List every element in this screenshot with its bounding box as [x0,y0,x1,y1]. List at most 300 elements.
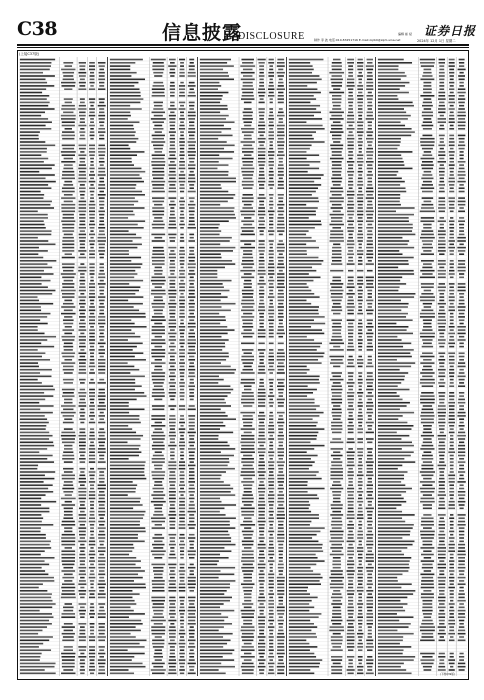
cell-text-mark [329,577,344,579]
cell-text-mark [268,267,275,269]
cell-text-mark [80,659,85,661]
cell-text-mark [378,197,400,199]
cell-text-mark [152,250,164,252]
cell-text-mark [200,161,219,163]
cell-text-mark [80,597,84,599]
cell-text-mark [277,247,285,249]
cell-text-mark [269,405,273,407]
cell-text-mark [189,220,195,222]
cell-text-mark [189,574,194,576]
cell-text-mark [269,349,273,351]
cell-text-mark [357,158,362,160]
cell-text-mark [358,286,361,288]
cell-text-mark [189,253,194,255]
cell-text-mark [289,267,312,269]
cell-text-mark [289,184,321,186]
cell-text-mark [348,247,354,249]
cell-text-mark [180,131,184,133]
cell-text-mark [258,465,265,467]
cell-text-mark [180,220,183,222]
cell-text-mark [349,105,353,107]
cell-text-mark [440,356,445,358]
cell-text-mark [200,656,223,658]
cell-text-mark [333,607,341,609]
cell-text-mark [289,610,309,612]
cell-text-mark [61,197,75,199]
cell-text-mark [180,263,184,265]
cell-text-mark [180,425,183,427]
cell-text-mark [332,329,341,331]
cell-text-mark [357,514,363,516]
cell-text-mark [459,313,465,315]
cell-text-mark [449,273,455,275]
cell-text-mark [331,537,343,539]
cell-text-mark [151,620,166,622]
cell-text-mark [348,102,353,104]
cell-text-mark [179,75,184,77]
cell-text-mark [270,392,273,394]
cell-text-mark [79,508,86,510]
cell-text-mark [80,616,84,618]
cell-text-mark [289,352,325,354]
continuation-note: (上接C37版) [19,52,40,56]
cell-text-mark [421,412,434,414]
cell-text-mark [169,610,175,612]
cell-text-mark [277,154,285,156]
cell-text-mark [244,154,252,156]
cell-text-mark [189,184,194,186]
cell-text-mark [378,211,396,213]
cell-text-mark [110,653,145,655]
cell-text-mark [180,636,184,638]
cell-text-mark [348,174,353,176]
cell-text-mark [259,194,264,196]
cell-text-mark [242,616,254,618]
cell-text-mark [110,65,130,67]
cell-text-mark [348,583,353,585]
cell-text-mark [152,253,164,255]
cell-text-mark [348,98,354,100]
cell-text-mark [98,623,105,625]
cell-text-mark [179,201,185,203]
cell-text-mark [20,461,54,463]
cell-text-mark [200,623,232,625]
cell-text-mark [358,92,362,94]
cell-text-mark [289,105,320,107]
cell-text-mark [277,204,284,206]
cell-text-mark [78,181,86,183]
cell-text-mark [169,178,175,180]
cell-text-mark [358,425,362,427]
cell-text-mark [423,128,432,130]
cell-text-mark [268,531,274,533]
cell-text-mark [169,376,176,378]
cell-text-mark [367,201,372,203]
cell-text-mark [422,409,433,411]
cell-text-mark [179,511,184,513]
cell-text-mark [170,438,175,440]
cell-text-mark [79,442,86,444]
cell-text-mark [169,613,176,615]
cell-text-mark [90,428,94,430]
cell-text-mark [65,65,73,67]
cell-text-mark [458,385,465,387]
cell-text-mark [152,488,164,490]
cell-text-mark [269,178,273,180]
cell-text-mark [79,636,87,638]
cell-text-mark [62,283,74,285]
cell-text-mark [20,151,47,153]
cell-text-mark [367,597,373,599]
cell-text-mark [348,484,353,486]
cell-text-mark [289,547,322,549]
cell-text-mark [347,488,354,490]
cell-text-mark [439,59,445,61]
cell-text-mark [170,112,174,114]
cell-text-mark [89,257,95,259]
cell-text-mark [347,491,354,493]
cell-text-mark [64,382,73,384]
cell-text-mark [152,263,165,265]
cell-text-mark [277,577,285,579]
cell-text-mark [330,362,344,364]
cell-text-mark [367,649,372,651]
cell-text-mark [366,603,373,605]
cell-text-mark [151,418,165,420]
cell-text-mark [333,405,340,407]
cell-text-mark [80,560,85,562]
cell-text-mark [170,399,174,401]
cell-text-mark [200,409,221,411]
cell-text-mark [331,649,343,651]
cell-text-mark [200,524,230,526]
cell-text-mark [80,537,85,539]
cell-text-mark [189,395,194,397]
cell-text-mark [259,432,265,434]
cell-text-mark [422,369,433,371]
cell-text-mark [357,65,363,67]
cell-text-mark [333,277,341,279]
cell-text-mark [168,277,176,279]
cell-text-mark [378,399,403,401]
cell-text-mark [366,227,373,229]
cell-text-mark [110,247,138,249]
cell-text-mark [448,343,455,345]
cell-text-mark [367,224,372,226]
cell-text-mark [188,227,196,229]
cell-text-mark [332,550,341,552]
cell-text-mark [423,121,432,123]
cell-text-mark [358,415,363,417]
cell-text-mark [268,184,274,186]
cell-text-mark [366,412,373,414]
cell-text-mark [20,382,42,384]
cell-text-mark [61,498,76,500]
cell-text-mark [170,616,175,618]
cell-text-mark [277,277,285,279]
cell-text-mark [189,174,195,176]
cell-text-mark [180,267,183,269]
cell-text-mark [268,273,274,275]
cell-text-mark [357,501,363,503]
cell-text-mark [64,316,72,318]
cell-text-mark [347,313,353,315]
cell-text-mark [378,286,400,288]
cell-text-mark [269,504,273,506]
cell-text-mark [333,633,341,635]
cell-text-mark [258,125,265,127]
cell-text-mark [449,244,454,246]
cell-text-mark [244,597,252,599]
cell-text-mark [240,524,255,526]
cell-text-mark [378,72,405,74]
cell-text-mark [459,369,463,371]
cell-text-mark [80,102,85,104]
cell-text-mark [331,471,343,473]
cell-text-mark [450,217,453,219]
cell-text-mark [98,468,106,470]
cell-text-mark [90,118,94,120]
cell-text-mark [99,329,105,331]
cell-text-mark [90,511,95,513]
cell-text-mark [378,204,401,206]
cell-text-mark [244,273,252,275]
cell-text-mark [98,567,105,569]
cell-text-mark [153,82,163,84]
cell-text-mark [99,649,104,651]
cell-text-mark [423,224,431,226]
cell-text-mark [63,484,73,486]
cell-text-mark [152,537,164,539]
cell-text-mark [347,438,354,440]
cell-text-mark [63,491,73,493]
cell-text-mark [180,359,184,361]
cell-text-mark [170,458,174,460]
cell-text-mark [378,135,411,137]
cell-text-mark [110,62,135,64]
cell-text-mark [420,336,435,338]
cell-text-mark [347,626,353,628]
cell-text-mark [457,240,465,242]
cell-text-mark [450,267,454,269]
cell-text-mark [438,263,446,265]
cell-text-mark [241,560,254,562]
cell-text-mark [368,306,372,308]
cell-text-mark [289,494,317,496]
cell-text-mark [62,217,74,219]
cell-text-mark [110,323,135,325]
cell-text-mark [242,349,254,351]
cell-text-mark [269,643,273,645]
cell-text-mark [278,451,285,453]
cell-text-mark [241,356,254,358]
cell-text-mark [439,135,445,137]
cell-text-mark [100,263,104,265]
cell-text-mark [151,118,166,120]
cell-text-mark [20,422,49,424]
cell-text-mark [110,227,144,229]
cell-text-mark [110,168,142,170]
cell-text-mark [189,491,195,493]
cell-text-mark [90,673,94,675]
cell-text-mark [200,448,235,450]
cell-text-mark [289,85,307,87]
cell-text-mark [20,121,52,123]
cell-text-mark [277,613,284,615]
cell-text-mark [180,567,184,569]
cell-text-mark [90,105,93,107]
cell-text-mark [347,527,354,529]
cell-text-mark [180,257,185,259]
cell-text-mark [180,541,184,543]
cell-text-mark [358,217,363,219]
cell-text-mark [268,481,274,483]
cell-text-mark [449,141,455,143]
cell-text-mark [367,362,372,364]
cell-text-mark [188,154,195,156]
cell-text-mark [258,336,266,338]
cell-text-mark [278,82,283,84]
cell-text-mark [99,458,104,460]
cell-text-mark [258,333,266,335]
cell-text-mark [90,531,94,533]
cell-text-mark [332,250,342,252]
cell-text-mark [243,194,253,196]
cell-text-mark [99,428,104,430]
cell-text-mark [90,587,93,589]
cell-text-mark [90,504,94,506]
cell-text-mark [200,237,232,239]
cell-text-mark [367,244,373,246]
cell-text-mark [79,603,87,605]
cell-text-mark [179,178,186,180]
cell-text-mark [366,405,374,407]
cell-text-mark [421,178,433,180]
cell-text-mark [110,587,146,589]
cell-text-mark [278,263,284,265]
cell-text-mark [200,95,223,97]
cell-text-mark [367,154,373,156]
cell-text-mark [169,488,175,490]
cell-text-mark [110,250,129,252]
cell-text-mark [268,468,274,470]
cell-text-mark [80,504,85,506]
cell-text-mark [358,554,362,556]
cell-text-mark [20,603,56,605]
cell-text-mark [241,557,254,559]
cell-text-mark [89,448,95,450]
cell-text-mark [332,300,342,302]
cell-text-mark [152,587,164,589]
cell-text-mark [110,240,133,242]
cell-text-mark [110,224,138,226]
cell-text-mark [347,517,355,519]
cell-text-mark [170,85,175,87]
cell-text-mark [61,85,75,87]
cell-text-mark [259,461,265,463]
cell-text-mark [422,352,433,354]
cell-text-mark [277,125,285,127]
cell-text-mark [367,425,372,427]
cell-text-mark [358,135,363,137]
cell-text-mark [200,270,217,272]
cell-text-mark [180,392,185,394]
cell-text-mark [366,138,374,140]
cell-text-mark [62,148,74,150]
cell-text-mark [277,501,284,503]
cell-text-mark [110,537,138,539]
cell-text-mark [20,643,43,645]
cell-text-mark [421,158,435,160]
cell-text-mark [20,359,50,361]
cell-text-mark [80,319,85,321]
cell-text-mark [368,418,372,420]
cell-text-mark [200,211,234,213]
cell-text-mark [20,263,48,265]
section-title: 信息披露 [162,22,243,44]
cell-text-mark [170,455,175,457]
cell-text-mark [20,319,40,321]
cell-text-mark [153,547,163,549]
cell-text-mark [79,303,86,305]
cell-text-mark [269,194,274,196]
cell-text-mark [110,125,133,127]
cell-text-mark [357,550,363,552]
cell-text-mark [200,336,222,338]
cell-text-mark [110,550,132,552]
cell-text-mark [170,270,175,272]
cell-text-mark [20,547,51,549]
cell-text-mark [80,613,86,615]
cell-text-mark [152,356,165,358]
cell-text-mark [80,161,85,163]
cell-text-mark [90,508,94,510]
cell-text-mark [189,455,194,457]
cell-text-mark [90,633,94,635]
cell-text-mark [80,151,84,153]
cell-text-mark [367,511,373,513]
cell-text-mark [170,451,174,453]
cell-text-mark [153,616,165,618]
cell-text-mark [268,95,274,97]
cell-text-mark [188,336,195,338]
cell-text-mark [200,244,220,246]
cell-text-mark [98,547,106,549]
cell-text-mark [259,382,264,384]
cell-text-mark [332,164,341,166]
cell-text-mark [330,531,344,533]
cell-text-mark [63,323,73,325]
cell-text-mark [289,593,310,595]
cell-text-mark [168,587,176,589]
cell-text-mark [270,458,273,460]
cell-text-mark [358,626,361,628]
cell-text-mark [378,224,413,226]
cell-text-mark [98,409,106,411]
cell-text-mark [366,389,373,391]
cell-text-mark [277,267,285,269]
cell-text-mark [20,323,48,325]
cell-text-mark [367,376,373,378]
cell-text-mark [189,603,194,605]
cell-text-mark [110,135,135,137]
cell-text-mark [190,399,194,401]
cell-text-mark [154,270,163,272]
cell-text-mark [169,498,176,500]
cell-text-mark [110,280,143,282]
cell-text-mark [289,286,309,288]
cell-text-mark [289,531,321,533]
